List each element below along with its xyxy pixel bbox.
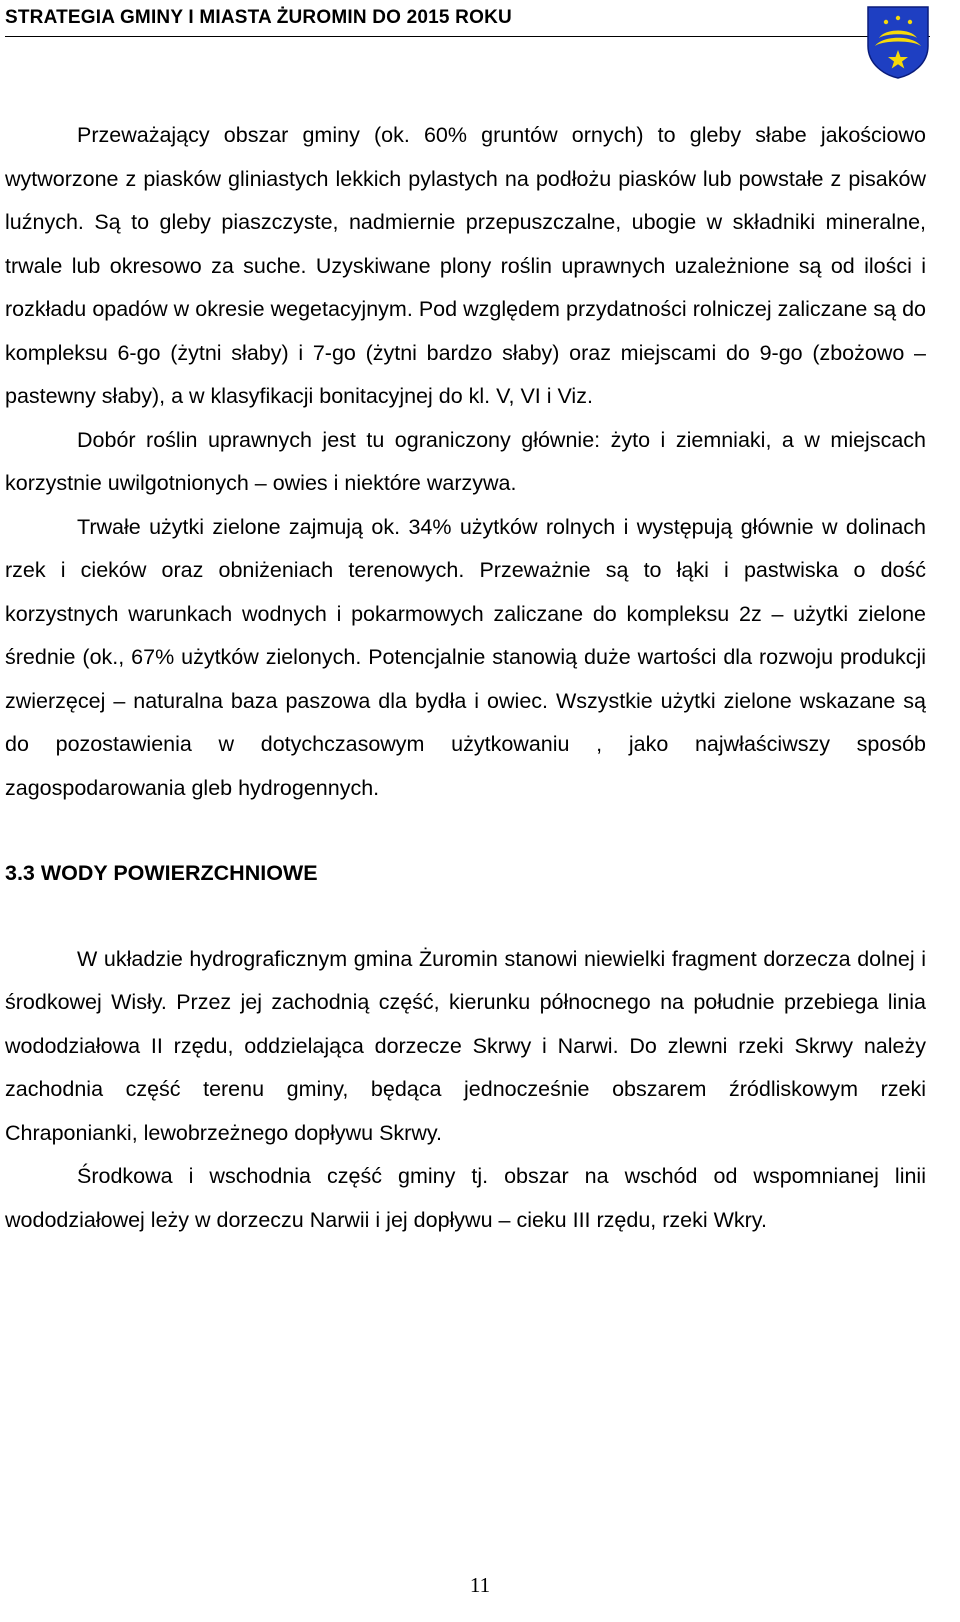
section-heading: 3.3 WODY POWIERZCHNIOWE xyxy=(5,861,318,885)
page-number: 11 xyxy=(469,1573,491,1597)
paragraph-grasslands: Trwałe użytki zielone zajmują ok. 34% użytków rolnych i występują głównie w dolinach rzek i cieków oraz obniżeniach terenowych. Przeważnie są to łąki i pastwiska o dość korzystnych warunkach wodnych i pokarmowych zaliczane do kompleksu 2z – użytki zielone średnie (ok., 67% użytków zielonych. Potencjalnie stanowią duże wartości dla rozwoju produkcji zwierzęcej – naturalna baza paszowa dla bydła i owiec. Wszystkie użytki zielone wskazane są do pozostawienia w dotychczasowym użytkowaniu , jako najwłaściwszy sposób zagospodarowania gleb hydrogennych. xyxy=(5,514,926,800)
document-title: STRATEGIA GMINY I MIASTA ŻUROMIN DO 2015 ROKU xyxy=(5,7,512,28)
page-header xyxy=(5,0,930,37)
coat-of-arms-icon xyxy=(865,4,931,80)
paragraph-soils: Przeważający obszar gminy (ok. 60% gruntów ornych) to gleby słabe jakościowo wytworzone z piasków gliniastych lekkich pylastych na podłożu piasków lub powstałe z pisaków luźnych. Są to gleby piaszczyste, nadmiernie przepuszczalne, ubogie w składniki mineralne, trwale lub okresowo za suche. Uzyskiwane plony roślin uprawnych uzależnione są od ilości i rozkładu opadów w okresie wegetacyjnym. Pod względem przydatności rolniczej zaliczane są do kompleksu 6-go (żytni słaby) i 7-go (żytni bardzo słaby) oraz miejscami do 9-go (zbożowo – pastewny słaby), a w klasyfikacji bonitacyjnej do kl. V, VI i Viz. xyxy=(5,123,926,408)
paragraph-watershed: Środkowa i wschodnia część gminy tj. obszar na wschód od wspomnianej linii wododziałowej leży w dorzeczu Narwii i jej dopływu – cieku III rzędu, rzeki Wkry. xyxy=(5,1164,926,1232)
document-body xyxy=(5,114,926,1242)
paragraph-hydrography: W układzie hydrograficznym gmina Żuromin stanowi niewielki fragment dorzecza dolnej i środkowej Wisły. Przez jej zachodnią część, kierunku północnego na południe przebiega linia wododziałowa II rzędu, oddzielająca dorzecze Skrwy i Narwi. Do zlewni rzeki Skrwy należy zachodnia część terenu gminy, będąca jednocześnie obszarem źródliskowym rzeki Chraponianki, lewobrzeżnego dopływu Skrwy. xyxy=(5,946,926,1145)
paragraph-crops: Dobór roślin uprawnych jest tu ograniczony głównie: żyto i ziemniaki, a w miejscach korzystnie uwilgotnionych – owies i niektóre warzywa. xyxy=(5,427,926,495)
